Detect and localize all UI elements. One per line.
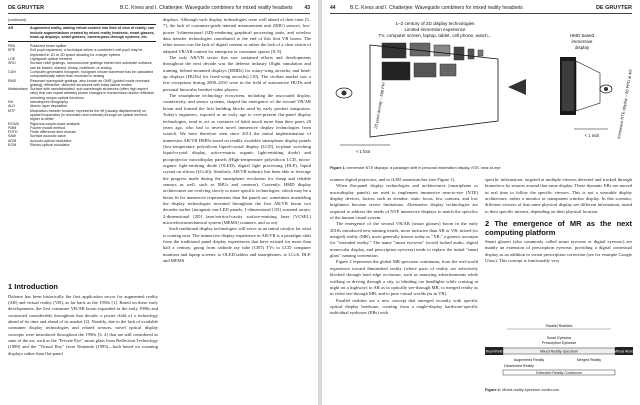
abbr-desc: Exit pupil expansion, a technique where a combiner's exit pupil may be replicated in 1D or 2D space allowing for a larger eyebox: [30, 48, 143, 57]
left-col1-text: [8, 280, 158, 402]
table-row: [8, 61, 156, 70]
left-page-number: 43: [304, 5, 310, 11]
right-header-title: B.C. Kress and I. Chatterjee: Waveguide combiners for mixed reality headsets: [350, 5, 523, 11]
fig2-virtual-label: Virtual World: [614, 349, 634, 354]
abbr-desc: Acousto-optical modulator: [30, 138, 72, 143]
fig2-smart-label: Smart Eyewear: [546, 336, 572, 340]
abbr-key: SRG: [8, 61, 16, 66]
figure1-top-label-line1: 1–2 century of 2D display technologies: [395, 21, 475, 26]
paragraph: scanner digital projectors, and to iLED smartwatches (see Figure 1).: [330, 177, 456, 182]
abbr-key: PBS: [8, 44, 16, 49]
table-row-ar: [8, 25, 156, 42]
figure-2: [485, 318, 633, 386]
figure1-right-label-line3: display: [574, 45, 590, 50]
left-header-title: B.C. Kress and I. Chatterjee: Waveguide combiners for mixed reality headsets: [120, 5, 293, 11]
figure1-top-label-line2: Limited immersion experience: [404, 27, 466, 32]
paragraph: Defense has been historically the first application sector for augmented reality (AR) and virtual reality (VR), as far back as the 1950s [1]. Based on these early developments, the first consumer VR/AR boom expanded in the early 1990s and contracted considerably throughout that decade, a poster child of a technology ahead of its time and ahead of its market [2]. Notably, due to the lack of available consumer display technologies and related sensors, novel optical display concepts were introduced throughout the 1990s [3, 4] that are still considered as state of the art, such as the "Private Eye" smart glass from Reflection Technology (1989) and the "Virtual Boy" from Nintendo (1995)—both based on scanning displays rather than flat-panel: [8, 293, 158, 356]
abbr-desc: Modulation transfer function, represents the eff (usually displacement) on spatial frequencies (in resolution and contrast) through an optical element, higher is better: [30, 108, 148, 122]
fig2-rx-label: Prescription Eyewear: [542, 341, 576, 345]
figure1-caption: [330, 166, 630, 171]
figure1-right-label-line2: immersive: [571, 39, 593, 44]
abbr-key: SAW: [8, 134, 17, 139]
fig2-diminished-label: Diminished Reality: [504, 364, 534, 368]
abbr-key: RMS: [8, 78, 16, 83]
figure-1: [330, 17, 634, 162]
section-heading-introduction: 1 Introduction: [8, 282, 58, 291]
abbreviation-rows: [8, 44, 156, 147]
table-continued-label: (continued): [8, 18, 26, 22]
table-row: [8, 143, 156, 147]
abbr-key: FDTD: [8, 130, 18, 135]
figure1-distance-left: < 1 foot: [355, 149, 371, 154]
figure2-caption-label: Figure 2:: [485, 388, 502, 392]
abbr-key: CGH: [8, 69, 16, 74]
abbr-key: Metasurface: [8, 87, 28, 92]
table-row: [8, 87, 156, 100]
abbreviation-table: [8, 18, 156, 147]
figure1-top-label-line3: TV, computer screen, laptop, tablet, cell phone, watch...: [378, 33, 492, 38]
display-devices-illustration: [382, 43, 483, 80]
abbr-desc: Electro-optical modulator: [30, 143, 70, 148]
right-header-brand: DE GRUYTER: [595, 5, 632, 11]
abbr-desc: Atomic layer deposition: [30, 104, 68, 109]
abbr-desc: Resonant waveguide gratings, also known as GMR (guided mode resonant grating), diffractive, dielectric structures with leaky lateral modes: [30, 78, 150, 87]
table-row: [8, 48, 156, 57]
abbr-desc: Nanoimprint lithography: [30, 100, 68, 105]
abbr-desc: Surface relief gratings, nanostructure gratings etched into substrate surfaces, can be blazed, slanted, binary, multilevel, or analog: [30, 61, 153, 70]
table-row: [8, 79, 156, 88]
left-header-rule: [8, 13, 310, 14]
abbr-desc: Polarized beam splitter: [30, 44, 67, 49]
fig2-spectrum-label: Mixed Reality Spectrum: [540, 349, 578, 354]
paragraph: Such traditional display technologies will serve as an initial catalyst for what is coming next. The immersive display experience in AR/VR is a paradigm shift from the traditional panel display experiences that have existed for more than half a century, going from cathode ray tube (CRT) TVs to LCD computer monitors and laptop screens, to OLED tablets and smartphones, to LCoS, DLP, and MEMS: [163, 226, 311, 264]
paragraph: Parallel realities are a new concept that emerged recently with specific optical display hardware, creating from a single-display hardware-specific individual eyeboxes (EBs) with: [330, 297, 478, 316]
fig2-continuum-label: Extended Reality Continuum: [536, 370, 582, 375]
figure1-caption-text: Immersive NTE displays: a paradigm shift in personal information display. NTE, near-to-eye.: [346, 166, 502, 170]
abbr-key: NIL: [8, 100, 14, 105]
right-page-number: 44: [330, 5, 336, 11]
figure1-right-label-line1: HMD based: [569, 33, 595, 38]
paragraph: Smart glasses (also commonly called smart eyewear or digital eyewear) are mainly an extension of prescription eyewear, providing a digital contextual display as an addition to vision prescription correction (see for example Google Glass). This concept is functionally very: [485, 239, 632, 264]
fig2-real-label: Real World: [485, 349, 503, 354]
paragraph: displays. Although such display technologies were well ahead of their time [5–7], the lack of consumer-grade internal measurement unit (IMU) sensors, low-power 3-dimensional (3D)-rendering graphical processing units, and wireless data transfer technologies contributed to the end of this first VR boom. The other reason was the lack of digital content or rather the lack of a clear vision of adapted VR/AR content for enterprise or consumer spaces [8, 9].: [163, 17, 311, 54]
fig2-merged-label: Merged Reality: [576, 358, 602, 362]
figure1-caption-label: Figure 1:: [330, 166, 347, 170]
abbr-desc: Augmented reality, adding virtual content into field of view of reality; can include augmentations created by mixed reality headsets, smart glasses, head-up displays, smart glasses, camera-pass-through systems, etc.: [30, 26, 155, 39]
paragraph: The emergence of the second VR/AR (smart glasses) boom in the early 2010s introduced new naming trends, more inclusive than AR or VR: mixed (or merged) reality (MR), more generally known today as "XR," a generic acronym for "extended reality." The name "smart eyewear" (world locked audio, digital monocular display, and prescription eyewear) tends to replace the initial "smart glass" naming convention.: [330, 221, 478, 259]
abbr-desc: Finite difference time domain: [30, 130, 77, 135]
table-row: [8, 70, 156, 79]
left-page: [0, 0, 318, 405]
paragraph: The only AR/VR sector that saw sustained efforts and developments throughout the next decade was the defense industry (flight simulation and training, helmet-mounted displays [HMDs] for rotary-wing aircrafts, and head-up displays [HUDs] for fixed-wing aircrafts) [10]. The civilian market saw a few exceptions during 2000–2010 were in the field of automotive HUDs and personal binocular headset video players.: [163, 55, 311, 92]
abbr-key: EPE: [8, 48, 16, 53]
figure2-caption: [485, 388, 632, 393]
abbr-key: ALD: [8, 104, 15, 109]
figure2-caption-text: Mixed-reality spectrum continuum.: [501, 388, 560, 392]
right-page: [322, 0, 640, 405]
fig2-parallel-label: Parallel Realities: [545, 324, 573, 328]
pupil-icon: [604, 87, 608, 91]
abbr-desc: Surface with nanofabricated, sub-wavelength structures (often high aspect ratio) that can impart arbitrary phase changes in transmission and/or reflection unlocking unique optical functions.: [30, 87, 155, 100]
figure1-left-axis-label: 2D pixel density ~ 500 PPI: [373, 81, 387, 130]
paragraph: Figure 2 represents the global MR spectrum continuum, from the real-world experience toward diminished reality (where parts of reality are selectively blocked through hard edge occlusion, such as annoying advertisements while walking or driving through a city, to blinding car headlights while cruising at night on a highway) to AR as in optically see-through MR, to merged reality as in video see-through MR, and to pure virtual worlds (as in VR).: [330, 259, 478, 297]
paragraph: The smartphone technology ecosystem, including the associated display, connectivity, and sensor systems, shaped the emergence of the second VR/AR boom and formed the first building blocks used by early product integrators. Today's engineers, exposed at an early age to ever-present flat-panel display technologies, tend to act as creatures of habit much more than their peers 20 years ago, who had to invent novel immersive display technologies from scratch. We have therefore seen since 2012 the initial implementation of immersive AR/VR HMDs based on readily available smartphone display panels (low-temperature polysilicon liquid-crystal display [LCD], in-plane switching liquid-crystal display, active-matrix organic light-emitting diode) and picoprojector microdisplay panels (High-temperature polysilicon LCD, micro-organic light-emitting diode (OLED), digital light processing (DLP), liquid crystal on silicon (LCoS)). Similarly, AR/VR industry has been able to leverage the progress made during the smartphone revolution for cheap and reliable sensors as well, such as IMUs and cameras). Currently, HMD display architectures are evolving slowly to more specific technologies, which may be a better fit for immersive requirements than flat panels are, sometimes resembling the display technologies invented throughout the first AR/VR boom two decades earlier (inorganic mu-LED panels, 1-dimensional [1D] scanned arrays, 2-dimensional [2D] laser/vertical-cavity surface-emitting laser [VCSEL] microelectromechanical system [MEMS] scanners, and so on).: [163, 93, 311, 225]
abbr-key: FMM: [8, 125, 17, 130]
abbr-key: AOM: [8, 138, 17, 143]
pupil-icon: [342, 91, 347, 96]
fig2-augmented-label: Augmented Reality: [513, 358, 545, 362]
abbr-key: AR: [8, 26, 14, 31]
figure1-distance-right: < 1 inch: [584, 133, 600, 138]
hmd-light-path: [576, 61, 600, 111]
arrow-right-icon: [508, 79, 526, 95]
right-col2-text: [485, 177, 632, 309]
table-row: [8, 109, 156, 122]
abbr-key: RCWA: [8, 121, 19, 126]
abbr-desc: Computer-generated hologram, hologram whose wavefront has be calculated computationally rather than recorded in analog: [30, 69, 154, 79]
abbr-key: EOM: [8, 143, 17, 148]
figure1-right-axis-label: Immersive NTE display ~ 60 PPD at 40°: [616, 68, 634, 140]
abbr-key: MTF: [8, 108, 16, 113]
abbr-desc: Rigorous couple-wave analysis: [30, 121, 80, 126]
right-header-rule: [330, 13, 632, 14]
paragraph: When flat-panel display technologies and architectures (smartphone or microdisplay panels) are used to implement immersive near-to-eye (NTE) display devices, factors such as etendue, static focus, low contrast, and low brightness become severe limitations. Alternative display technologies are required to address the needs of NTE immersive displays to match the specifics of the human visual system.: [330, 183, 478, 221]
left-header-brand: DE GRUYTER: [8, 5, 45, 11]
right-col1-text: [330, 177, 478, 403]
abbr-key: LOE: [8, 57, 16, 62]
abbr-desc: Surface acoustic wave: [30, 134, 66, 139]
paragraph: specific information, targeted at multiple viewers detected and tracked through biometrics by sensors around that same display. These dynamic EBs are moved in real time to follow the specific viewers. This is not a wearable display architecture, rather a monitor or transparent window display. In this scenario, different viewers of that same physical display see different information, tuned to their specific interest, depending on their physical location.: [485, 177, 632, 214]
section-heading-mr: 2 The emergence of MR as the next computing platform: [485, 219, 632, 237]
left-col2-text: [163, 17, 311, 403]
abbr-desc: Fourier modal method: [30, 125, 66, 130]
display-plane: [370, 45, 498, 137]
abbr-desc: Lightguide optical element: [30, 57, 72, 62]
